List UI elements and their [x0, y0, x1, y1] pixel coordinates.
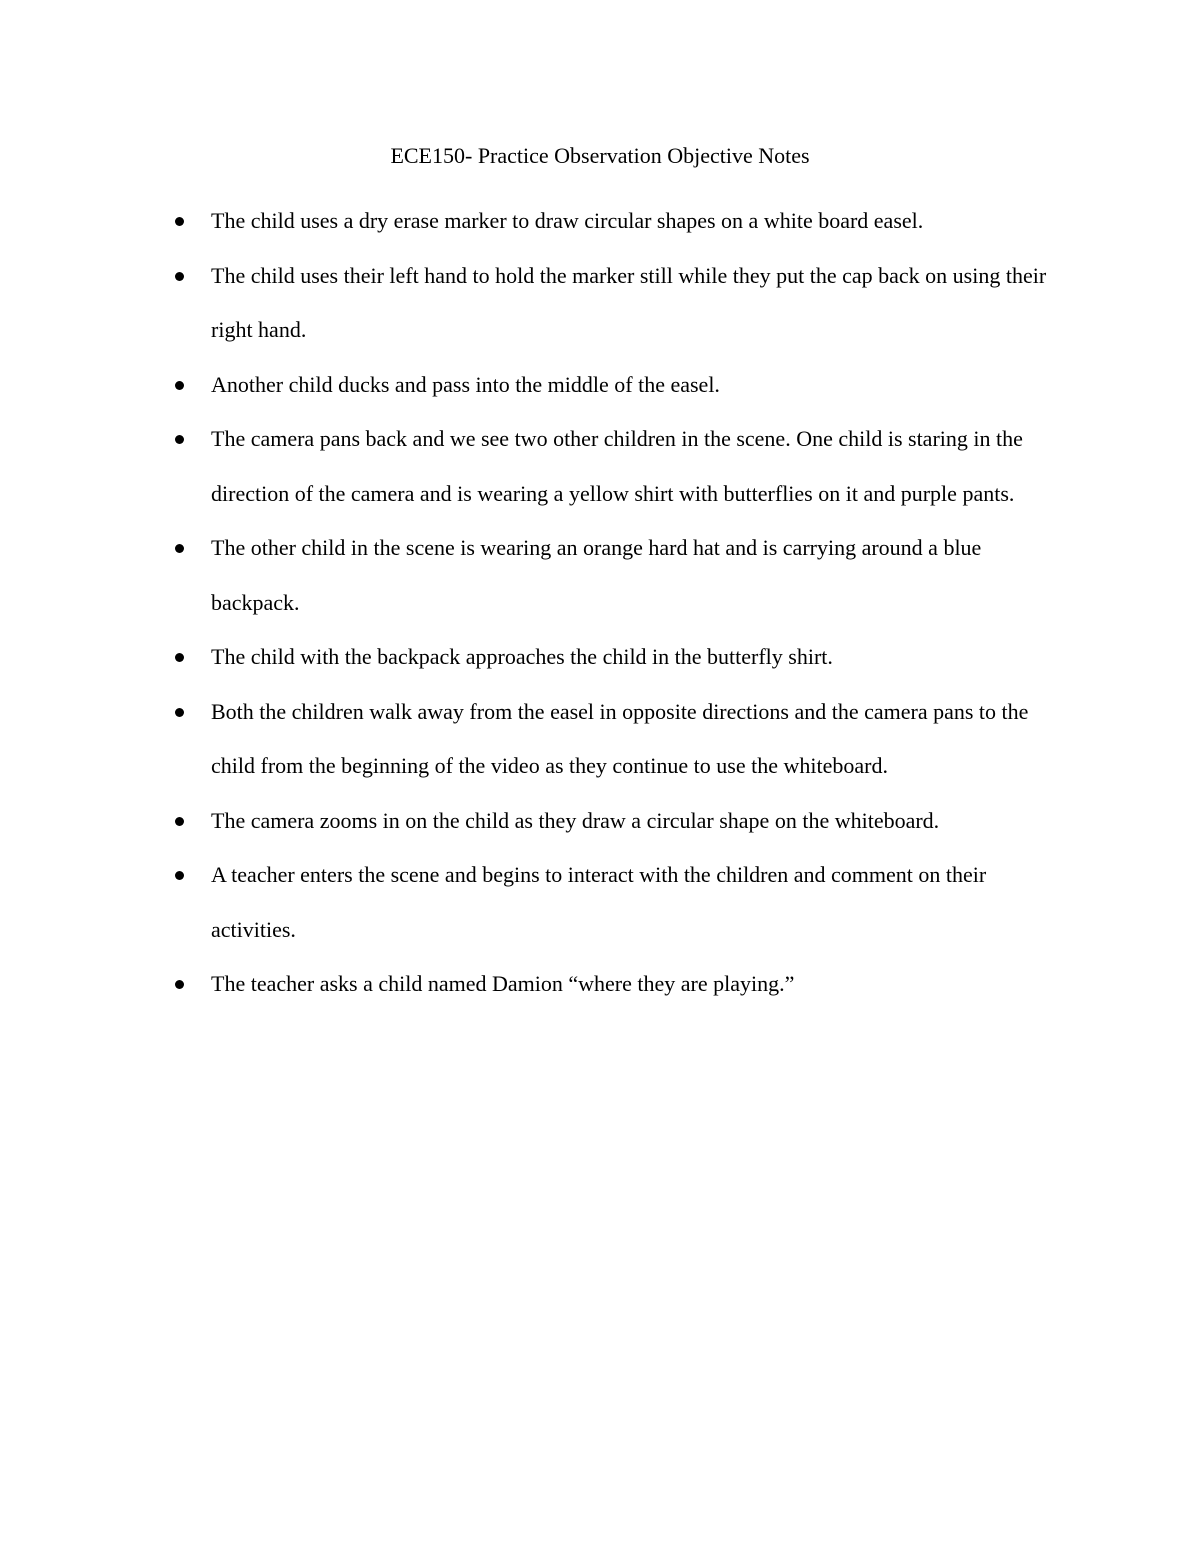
bullet-icon [175, 544, 184, 553]
bullet-icon [175, 653, 184, 662]
bullet-icon [175, 817, 184, 826]
bullet-icon [175, 708, 184, 717]
bullet-icon [175, 980, 184, 989]
note-text: The child uses a dry erase marker to draw circular shapes on a white board easel. [211, 208, 924, 233]
bullet-icon [175, 381, 184, 390]
note-text: Another child ducks and pass into the middle of the easel. [211, 371, 720, 397]
document-title: ECE150- Practice Observation Objective Notes [390, 143, 810, 168]
note-item [0, 957, 1066, 1012]
note-text: Both the children walk away from the easel in opposite directions and the camera pans to the child from the beginning of the video as they continue to use the whiteboard. [211, 698, 1029, 778]
note-text: The child with the backpack approaches the child in the butterfly shirt. [211, 644, 833, 669]
note-text: The camera pans back and we see two other children in the scene. One child is staring in the direction of the camera and is wearing a yellow shirt with butterflies on it and purple pants. [211, 426, 1023, 506]
note-item [0, 521, 1066, 630]
note-text: The teacher asks a child named Damion “where they are playing.” [211, 971, 795, 996]
note-item [0, 249, 1066, 358]
note-item [0, 685, 1066, 794]
note-text: The child uses their left hand to hold the marker still while they put the cap back on using their right hand. [211, 262, 1047, 342]
bullet-icon [175, 272, 184, 281]
note-item [0, 794, 1066, 849]
note-item [0, 848, 1066, 957]
observation-notes-list [0, 194, 1200, 1012]
note-item [0, 358, 1066, 413]
note-text: The camera zooms in on the child as they draw a circular shape on the whiteboard. [211, 807, 940, 833]
note-item [0, 630, 1066, 685]
note-item [0, 412, 1066, 521]
bullet-icon [175, 871, 184, 880]
bullet-icon [175, 217, 184, 226]
note-item [0, 194, 1066, 249]
note-text: A teacher enters the scene and begins to interact with the children and comment on their activities. [211, 862, 987, 942]
note-text: The other child in the scene is wearing an orange hard hat and is carrying around a blue backpack. [211, 535, 982, 615]
bullet-icon [175, 435, 184, 444]
